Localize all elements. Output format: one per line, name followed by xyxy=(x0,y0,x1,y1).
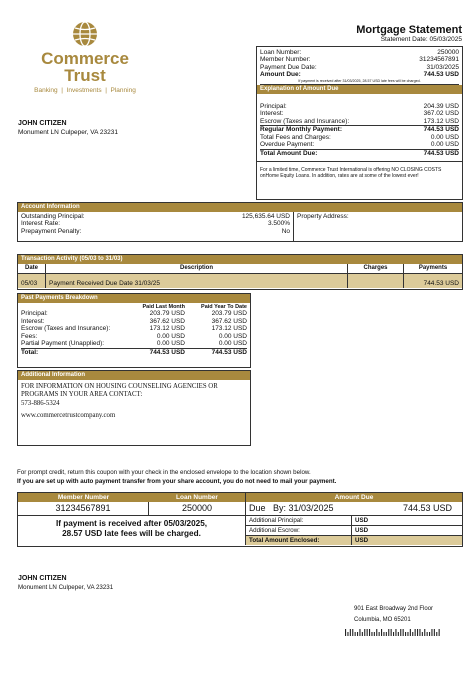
row-ytd: 0.00 USD xyxy=(218,340,247,348)
website-link[interactable]: www.commercetrustcompany.com xyxy=(21,412,116,420)
explanation-label: Principal: xyxy=(260,102,287,110)
counseling-text: FOR INFORMATION ON HOUSING COUNSELING AGENCIES OR xyxy=(21,382,218,390)
total-row xyxy=(21,349,247,356)
additional-principal-field[interactable]: USD xyxy=(355,516,369,524)
coupon-instruction: For prompt credit, return this coupon with your check in the enclosed envelope to the location shown below. xyxy=(17,469,311,476)
return-address-line2: Columbia, MO 65201 xyxy=(354,617,411,624)
summary-box xyxy=(256,46,463,200)
brand-logo xyxy=(20,20,150,100)
summary-value: 31/03/2025 xyxy=(426,63,459,71)
past-payments-box xyxy=(17,293,251,368)
explanation-row xyxy=(260,103,459,110)
table-row xyxy=(21,310,247,317)
explanation-label: Overdue Payment: xyxy=(260,141,315,149)
row-ytd: 0.00 USD xyxy=(218,332,247,340)
summary-label: Loan Number: xyxy=(260,49,302,56)
additional-info-box xyxy=(17,370,251,446)
additional-principal-label: Additional Principal: xyxy=(246,516,352,525)
row-ytd: 367.62 USD xyxy=(211,317,247,325)
counseling-text-2: PROGRAMS IN YOUR AREA CONTACT: xyxy=(21,391,143,399)
explanation-row xyxy=(260,110,459,117)
due-amount: 744.53 USD xyxy=(402,503,452,514)
total-enclosed-field[interactable]: USD xyxy=(355,537,369,545)
account-label: Prepayment Penalty: xyxy=(21,227,82,235)
contact-phone: 573-886-5324 xyxy=(21,399,60,407)
late-fee-warning-2: 28.57 USD late fees will be charged. xyxy=(62,529,201,539)
account-value: 125,635.64 USD xyxy=(241,212,290,220)
return-address xyxy=(354,604,433,627)
amount-due-row xyxy=(260,71,459,78)
regular-payment-label: Regular Monthly Payment: xyxy=(260,126,342,134)
row-label: Principal: xyxy=(21,310,48,318)
row-label: Escrow (Taxes and Insurance): xyxy=(21,325,111,333)
total-enclosed-label: Total Amount Enclosed: xyxy=(246,536,352,545)
late-fee-note: If payment is received after 31/03/2025, 28.57 USD late fees will be charged. xyxy=(260,79,459,85)
column-header: Paid Year To Date xyxy=(201,303,247,310)
amount-due-header: Amount Due xyxy=(246,493,462,502)
total-last: 744.53 USD xyxy=(149,348,185,356)
table-row xyxy=(21,325,247,332)
transaction-date: 05/03 xyxy=(18,274,46,288)
transaction-payments: 744.53 USD xyxy=(423,279,459,287)
loan-number-header: Loan Number xyxy=(176,494,218,501)
customer-address: Monument LN Culpeper, VA 23231 xyxy=(18,129,118,136)
row-ytd: 203.79 USD xyxy=(211,310,247,318)
past-payments-header: Past Payments Breakdown xyxy=(18,294,250,303)
transaction-header: Transaction Activity (05/03 to 31/03) xyxy=(18,255,462,264)
column-header: Charges xyxy=(348,264,404,273)
explanation-value: 204.39 USD xyxy=(423,102,459,110)
total-label: Total: xyxy=(21,348,39,356)
summary-row xyxy=(260,64,459,71)
member-number: 31234567891 xyxy=(18,502,149,514)
auto-payment-note: If you are set up with auto payment transfer from your share account, you do not need to mail your payment. xyxy=(17,478,337,485)
account-label: Outstanding Principal: xyxy=(21,212,85,220)
brand-name: Commerce xyxy=(41,49,129,68)
brand-name-line2: Trust xyxy=(64,66,106,85)
explanation-value: 0.00 USD xyxy=(430,141,459,149)
explanation-value: 0.00 USD xyxy=(430,133,459,141)
account-value: No xyxy=(281,227,290,235)
return-address-line1: 901 East Broadway 2nd Floor xyxy=(354,606,434,612)
brand-tagline: Banking | Investments | Planning xyxy=(34,87,136,94)
promo-notice: For a limited time, Commerce Trust International is offering NO CLOSING COSTS onHome Equity Loans. In addition, rates are at some of the lowest ever! xyxy=(260,167,442,180)
table-row xyxy=(21,333,247,340)
total-ytd: 744.53 USD xyxy=(211,348,247,356)
transaction-box xyxy=(17,254,463,290)
loan-number: 250000 xyxy=(181,503,213,514)
payment-coupon xyxy=(17,492,463,547)
account-row xyxy=(21,213,290,220)
summary-value: 250000 xyxy=(437,49,459,56)
row-label: Partial Payment (Unapplied): xyxy=(21,340,105,348)
column-header: Date xyxy=(18,264,46,273)
summary-value: 31234567891 xyxy=(419,56,459,64)
row-last: 173.12 USD xyxy=(149,325,185,333)
statement-date: Statement Date: 05/03/2025 xyxy=(380,36,462,43)
transaction-charges xyxy=(348,274,404,288)
regular-payment-value: 744.53 USD xyxy=(423,126,459,134)
row-last: 203.79 USD xyxy=(149,310,185,318)
total-due-label: Total Amount Due: xyxy=(260,149,318,157)
row-last: 0.00 USD xyxy=(156,332,185,340)
account-info-box xyxy=(17,202,463,242)
due-by-label: Due By: 31/03/2025 xyxy=(249,503,334,514)
mailing-name: JOHN CITIZEN xyxy=(18,575,67,582)
table-row xyxy=(18,274,462,288)
table-row xyxy=(21,318,247,325)
row-last: 367.62 USD xyxy=(149,317,185,325)
account-value: 3.500% xyxy=(267,220,290,228)
explanation-row xyxy=(260,141,459,149)
column-header: Description xyxy=(46,264,348,273)
amount-due-value: 744.53 USD xyxy=(423,71,459,79)
explanation-value: 367.02 USD xyxy=(423,110,459,118)
additional-info-header: Additional Information xyxy=(18,371,250,380)
late-fee-warning: If payment is received after 05/03/2025, xyxy=(55,518,208,528)
statement-title: Mortgage Statement xyxy=(356,24,462,36)
account-row xyxy=(21,228,290,235)
explanation-row xyxy=(260,118,459,126)
explanation-header: Explanation of Amount Due xyxy=(257,85,462,94)
total-due-row xyxy=(260,150,459,157)
explanation-row xyxy=(260,134,459,141)
summary-row xyxy=(260,56,459,63)
mailing-address: Monument LN Culpeper, VA 23231 xyxy=(18,584,114,591)
amount-due-label: Amount Due: xyxy=(260,71,301,79)
account-row xyxy=(21,220,290,227)
column-header: Paid Last Month xyxy=(142,303,185,310)
account-info-header: Account Information xyxy=(18,203,462,212)
row-label: Fees: xyxy=(21,332,38,340)
explanation-label: Escrow (Taxes and Insurance): xyxy=(260,117,350,125)
summary-row xyxy=(260,49,459,56)
explanation-label: Total Fees and Charges: xyxy=(260,133,331,141)
additional-escrow-field[interactable]: USD xyxy=(355,526,369,534)
account-label: Interest Rate: xyxy=(21,220,61,228)
table-row xyxy=(21,340,247,348)
summary-label: Payment Due Date: xyxy=(260,63,317,71)
row-label: Interest: xyxy=(21,317,45,325)
explanation-label: Interest: xyxy=(260,110,284,118)
row-ytd: 173.12 USD xyxy=(211,325,247,333)
total-due-value: 744.53 USD xyxy=(423,149,459,157)
member-number-header: Member Number xyxy=(57,494,110,501)
explanation-value: 173.12 USD xyxy=(423,117,459,125)
property-address-label: Property Address: xyxy=(297,212,349,220)
globe-icon xyxy=(71,20,99,48)
transaction-columns xyxy=(18,264,462,274)
summary-label: Member Number: xyxy=(260,56,311,64)
regular-payment-row xyxy=(260,126,459,133)
customer-name: JOHN CITIZEN xyxy=(18,120,67,127)
additional-escrow-label: Additional Escrow: xyxy=(246,526,352,535)
row-last: 0.00 USD xyxy=(156,340,185,348)
transaction-description: Payment Received Due Date 31/03/25 xyxy=(46,274,348,288)
postal-barcode xyxy=(343,629,443,636)
column-header: Payments xyxy=(418,264,448,271)
